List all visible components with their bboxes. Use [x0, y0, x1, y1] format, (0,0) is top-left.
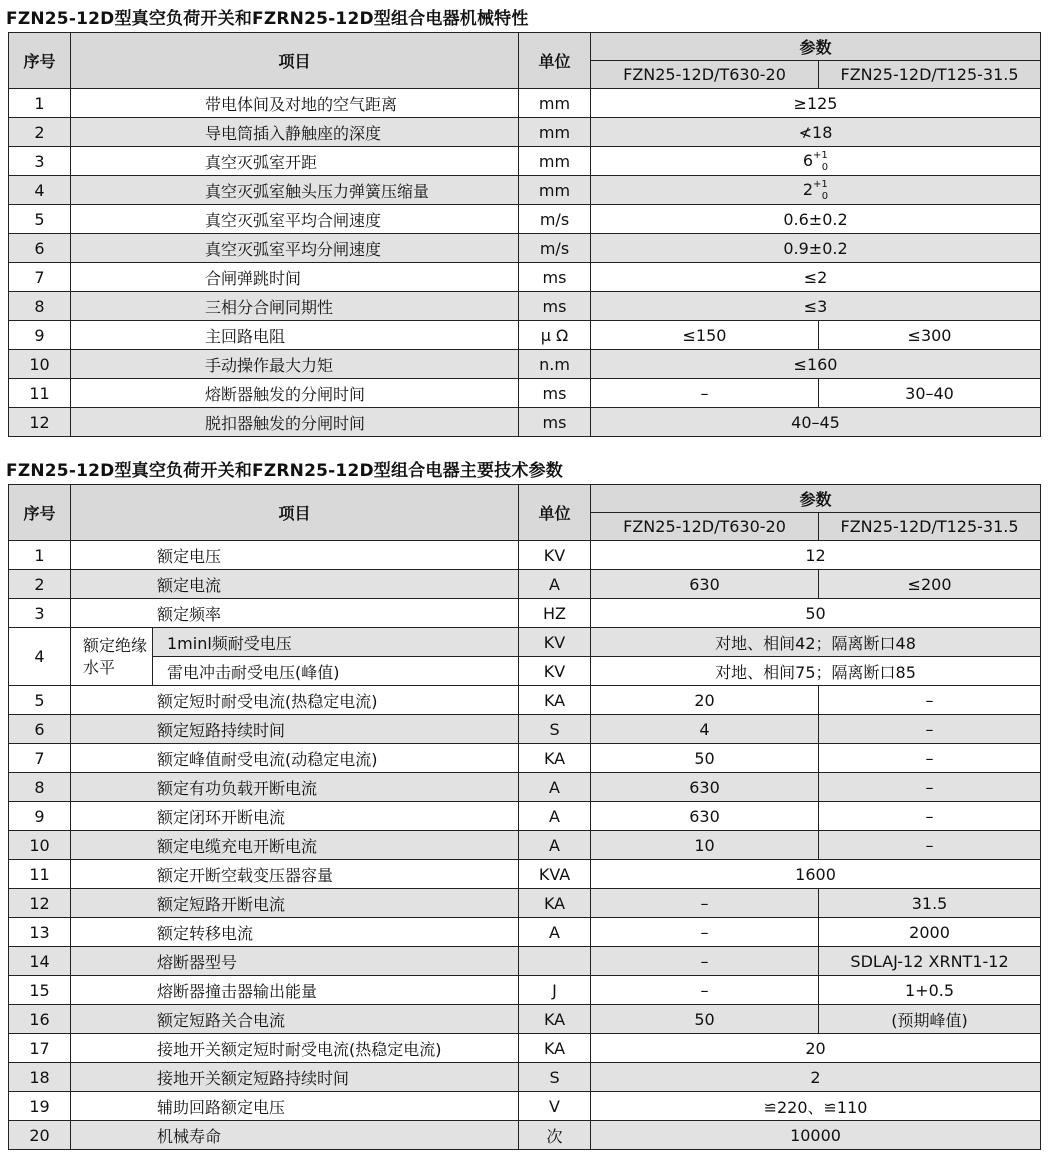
row-item: 真空灭弧室开距 — [71, 147, 519, 176]
table2-title: FZN25-12D型真空负荷开关和FZRN25-12D型组合电器主要技术参数 — [6, 461, 563, 481]
row-number: 13 — [9, 918, 71, 947]
param-value — [591, 176, 1041, 205]
param-value-model-a: 4 — [591, 715, 819, 744]
row-item: 接地开关额定短时耐受电流(热稳定电流) — [71, 1034, 519, 1063]
row-item: 熔断器撞击器输出能量 — [71, 976, 519, 1005]
row-item: 额定短路关合电流 — [71, 1005, 519, 1034]
table-row — [9, 350, 1041, 379]
header-model-b: FZN25-12D/T125-31.5 — [819, 513, 1041, 541]
param-value: ≮18 — [591, 118, 1041, 147]
param-value-model-a: – — [591, 889, 819, 918]
row-item: 额定短路持续时间 — [71, 715, 519, 744]
table-row — [9, 599, 1041, 628]
param-value-model-b: – — [819, 715, 1041, 744]
row-unit: mm — [519, 147, 591, 176]
param-value-model-a: – — [591, 918, 819, 947]
row-item: 雷电冲击耐受电压(峰值) — [153, 657, 519, 686]
param-value-model-a: ≤150 — [591, 321, 819, 350]
param-value: 对地、相间42；隔离断口48 — [591, 628, 1041, 657]
row-number: 18 — [9, 1063, 71, 1092]
param-value-model-a: 630 — [591, 773, 819, 802]
row-unit: n.m — [519, 350, 591, 379]
row-number: 7 — [9, 744, 71, 773]
row-unit: ms — [519, 408, 591, 437]
row-unit: A — [519, 773, 591, 802]
table-row — [9, 205, 1041, 234]
table-row — [9, 715, 1041, 744]
row-number: 11 — [9, 860, 71, 889]
row-number: 14 — [9, 947, 71, 976]
row-item: 1minl频耐受电压 — [153, 628, 519, 657]
param-value-model-a: – — [591, 379, 819, 408]
row-item: 额定短路开断电流 — [71, 889, 519, 918]
row-number: 8 — [9, 292, 71, 321]
param-value-model-b: 31.5 — [819, 889, 1041, 918]
row-number: 10 — [9, 831, 71, 860]
table-row — [9, 628, 1041, 657]
row-unit — [519, 947, 591, 976]
param-value-model-b: – — [819, 744, 1041, 773]
param-value: 0.6±0.2 — [591, 205, 1041, 234]
header-model-b: FZN25-12D/T125-31.5 — [819, 61, 1041, 89]
table-row — [9, 889, 1041, 918]
row-unit: KA — [519, 889, 591, 918]
row-unit: mm — [519, 89, 591, 118]
table-row — [9, 773, 1041, 802]
row-item: 脱扣器触发的分闸时间 — [71, 408, 519, 437]
table-row — [9, 831, 1041, 860]
table-row — [9, 321, 1041, 350]
table-row — [9, 1063, 1041, 1092]
param-value-model-a: 630 — [591, 802, 819, 831]
row-unit: HZ — [519, 599, 591, 628]
row-number: 4 — [9, 176, 71, 205]
row-number: 9 — [9, 802, 71, 831]
row-item: 接地开关额定短路持续时间 — [71, 1063, 519, 1092]
row-item: 主回路电阻 — [71, 321, 519, 350]
table-row — [9, 541, 1041, 570]
table-row — [9, 292, 1041, 321]
row-unit: KV — [519, 541, 591, 570]
row-number: 11 — [9, 379, 71, 408]
param-value: ≥125 — [591, 89, 1041, 118]
row-item: 额定电压 — [71, 541, 519, 570]
param-value: ≤3 — [591, 292, 1041, 321]
table-row — [9, 947, 1041, 976]
row-unit: mm — [519, 176, 591, 205]
param-value-model-b: 1+0.5 — [819, 976, 1041, 1005]
param-value: 对地、相间75；隔离断口85 — [591, 657, 1041, 686]
row-unit: ms — [519, 379, 591, 408]
table-row — [9, 147, 1041, 176]
table-row — [9, 1121, 1041, 1150]
row-item: 额定峰值耐受电流(动稳定电流) — [71, 744, 519, 773]
header-no: 序号 — [9, 485, 71, 541]
param-value-model-b: ≤200 — [819, 570, 1041, 599]
row-number: 15 — [9, 976, 71, 1005]
value-main: 2 — [802, 179, 814, 199]
param-value: 50 — [591, 599, 1041, 628]
row-item: 真空灭弧室触头压力弹簧压缩量 — [71, 176, 519, 205]
param-value-model-a: 50 — [591, 1005, 819, 1034]
row-number: 8 — [9, 773, 71, 802]
row-number: 5 — [9, 205, 71, 234]
row-number: 2 — [9, 118, 71, 147]
table-row — [9, 1092, 1041, 1121]
header-unit: 单位 — [519, 485, 591, 541]
table-row — [9, 118, 1041, 147]
value-main: 6 — [802, 150, 814, 170]
param-value-model-a: 20 — [591, 686, 819, 715]
row-unit: KA — [519, 686, 591, 715]
table-row — [9, 176, 1041, 205]
row-item: 三相分合闸同期性 — [71, 292, 519, 321]
row-unit: μ Ω — [519, 321, 591, 350]
param-value-model-a: 50 — [591, 744, 819, 773]
row-item: 额定转移电流 — [71, 918, 519, 947]
row-number: 7 — [9, 263, 71, 292]
row-number: 1 — [9, 541, 71, 570]
param-value-model-b: – — [819, 773, 1041, 802]
value-upper-tolerance: +1 — [813, 149, 828, 161]
row-item: 额定闭环开断电流 — [71, 802, 519, 831]
param-value: 12 — [591, 541, 1041, 570]
row-unit: KVA — [519, 860, 591, 889]
row-unit: A — [519, 570, 591, 599]
param-value: 40–45 — [591, 408, 1041, 437]
row-item: 额定电流 — [71, 570, 519, 599]
param-value — [591, 147, 1041, 176]
row-item: 机械寿命 — [71, 1121, 519, 1150]
row-item: 熔断器触发的分闸时间 — [71, 379, 519, 408]
row-unit: mm — [519, 118, 591, 147]
row-item: 额定开断空载变压器容量 — [71, 860, 519, 889]
row-unit: m/s — [519, 205, 591, 234]
header-params: 参数 — [591, 485, 1041, 513]
row-number: 17 — [9, 1034, 71, 1063]
header-unit: 单位 — [519, 33, 591, 89]
param-value-model-b: 2000 — [819, 918, 1041, 947]
param-value-model-a: – — [591, 947, 819, 976]
technical-parameters-table — [8, 484, 1041, 1150]
row-item: 额定电缆充电开断电流 — [71, 831, 519, 860]
row-item: 导电筒插入静触座的深度 — [71, 118, 519, 147]
row-unit: KA — [519, 1005, 591, 1034]
param-value: ≤2 — [591, 263, 1041, 292]
row-item: 带电体间及对地的空气距离 — [71, 89, 519, 118]
row-number: 9 — [9, 321, 71, 350]
header-item: 项目 — [71, 485, 519, 541]
table-row — [9, 570, 1041, 599]
table-row — [9, 89, 1041, 118]
param-value-model-b: SDLAJ-12 XRNT1-12 — [819, 947, 1041, 976]
table-row — [9, 234, 1041, 263]
value-lower-tolerance: 0 — [821, 161, 829, 173]
table-row — [9, 686, 1041, 715]
row-unit: 次 — [519, 1121, 591, 1150]
row-unit: S — [519, 715, 591, 744]
row-number: 5 — [9, 686, 71, 715]
row-item: 熔断器型号 — [71, 947, 519, 976]
table-row — [9, 860, 1041, 889]
row-number: 3 — [9, 147, 71, 176]
row-item: 额定短时耐受电流(热稳定电流) — [71, 686, 519, 715]
row-number: 1 — [9, 89, 71, 118]
row-unit: A — [519, 802, 591, 831]
row-number: 12 — [9, 408, 71, 437]
row-unit: V — [519, 1092, 591, 1121]
row-item: 额定频率 — [71, 599, 519, 628]
header-model-a: FZN25-12D/T630-20 — [591, 61, 819, 89]
table-row — [9, 657, 1041, 686]
row-unit: A — [519, 918, 591, 947]
row-number: 12 — [9, 889, 71, 918]
table-row — [9, 976, 1041, 1005]
row-item: 合闸弹跳时间 — [71, 263, 519, 292]
param-value-model-a: 630 — [591, 570, 819, 599]
param-value: 20 — [591, 1034, 1041, 1063]
row-number: 6 — [9, 715, 71, 744]
param-value: 1600 — [591, 860, 1041, 889]
row-item: 真空灭弧室平均合闸速度 — [71, 205, 519, 234]
row-group-label: 额定绝缘水平 — [71, 628, 153, 686]
header-item: 项目 — [71, 33, 519, 89]
table-row — [9, 1034, 1041, 1063]
row-unit: KA — [519, 1034, 591, 1063]
param-value-model-b: – — [819, 802, 1041, 831]
table1-body — [9, 89, 1041, 437]
param-value-model-a: 10 — [591, 831, 819, 860]
header-no: 序号 — [9, 33, 71, 89]
header-params: 参数 — [591, 33, 1041, 61]
row-unit: J — [519, 976, 591, 1005]
param-value: ≤160 — [591, 350, 1041, 379]
row-number: 19 — [9, 1092, 71, 1121]
row-item: 额定有功负载开断电流 — [71, 773, 519, 802]
row-number: 2 — [9, 570, 71, 599]
table-row — [9, 408, 1041, 437]
table-row — [9, 379, 1041, 408]
row-unit: S — [519, 1063, 591, 1092]
param-value-model-b: 30–40 — [819, 379, 1041, 408]
value-upper-tolerance: +1 — [813, 178, 828, 190]
table1-title: FZN25-12D型真空负荷开关和FZRN25-12D型组合电器机械特性 — [6, 9, 529, 29]
param-value-model-b: ≤300 — [819, 321, 1041, 350]
row-unit: KA — [519, 744, 591, 773]
row-number: 4 — [9, 628, 71, 686]
row-item: 辅助回路额定电压 — [71, 1092, 519, 1121]
row-number: 10 — [9, 350, 71, 379]
row-unit: ms — [519, 292, 591, 321]
row-number: 3 — [9, 599, 71, 628]
param-value-model-b: – — [819, 831, 1041, 860]
header-model-a: FZN25-12D/T630-20 — [591, 513, 819, 541]
mechanical-characteristics-table — [8, 32, 1041, 437]
table-row — [9, 802, 1041, 831]
row-unit: m/s — [519, 234, 591, 263]
row-number: 6 — [9, 234, 71, 263]
row-unit: KV — [519, 657, 591, 686]
row-unit: A — [519, 831, 591, 860]
row-unit: KV — [519, 628, 591, 657]
param-value: 2 — [591, 1063, 1041, 1092]
table2-body — [9, 541, 1041, 1150]
param-value-model-a: – — [591, 976, 819, 1005]
row-number: 16 — [9, 1005, 71, 1034]
table-row — [9, 744, 1041, 773]
table-row — [9, 1005, 1041, 1034]
row-number: 20 — [9, 1121, 71, 1150]
row-item: 手动操作最大力矩 — [71, 350, 519, 379]
param-value: ≌220、≌110 — [591, 1092, 1041, 1121]
param-value: 0.9±0.2 — [591, 234, 1041, 263]
row-item: 真空灭弧室平均分闸速度 — [71, 234, 519, 263]
table-row — [9, 918, 1041, 947]
value-lower-tolerance: 0 — [821, 190, 829, 202]
param-value: 10000 — [591, 1121, 1041, 1150]
table-row — [9, 263, 1041, 292]
param-value-model-b: – — [819, 686, 1041, 715]
param-value-model-b: (预期峰值) — [819, 1005, 1041, 1034]
row-unit: ms — [519, 263, 591, 292]
